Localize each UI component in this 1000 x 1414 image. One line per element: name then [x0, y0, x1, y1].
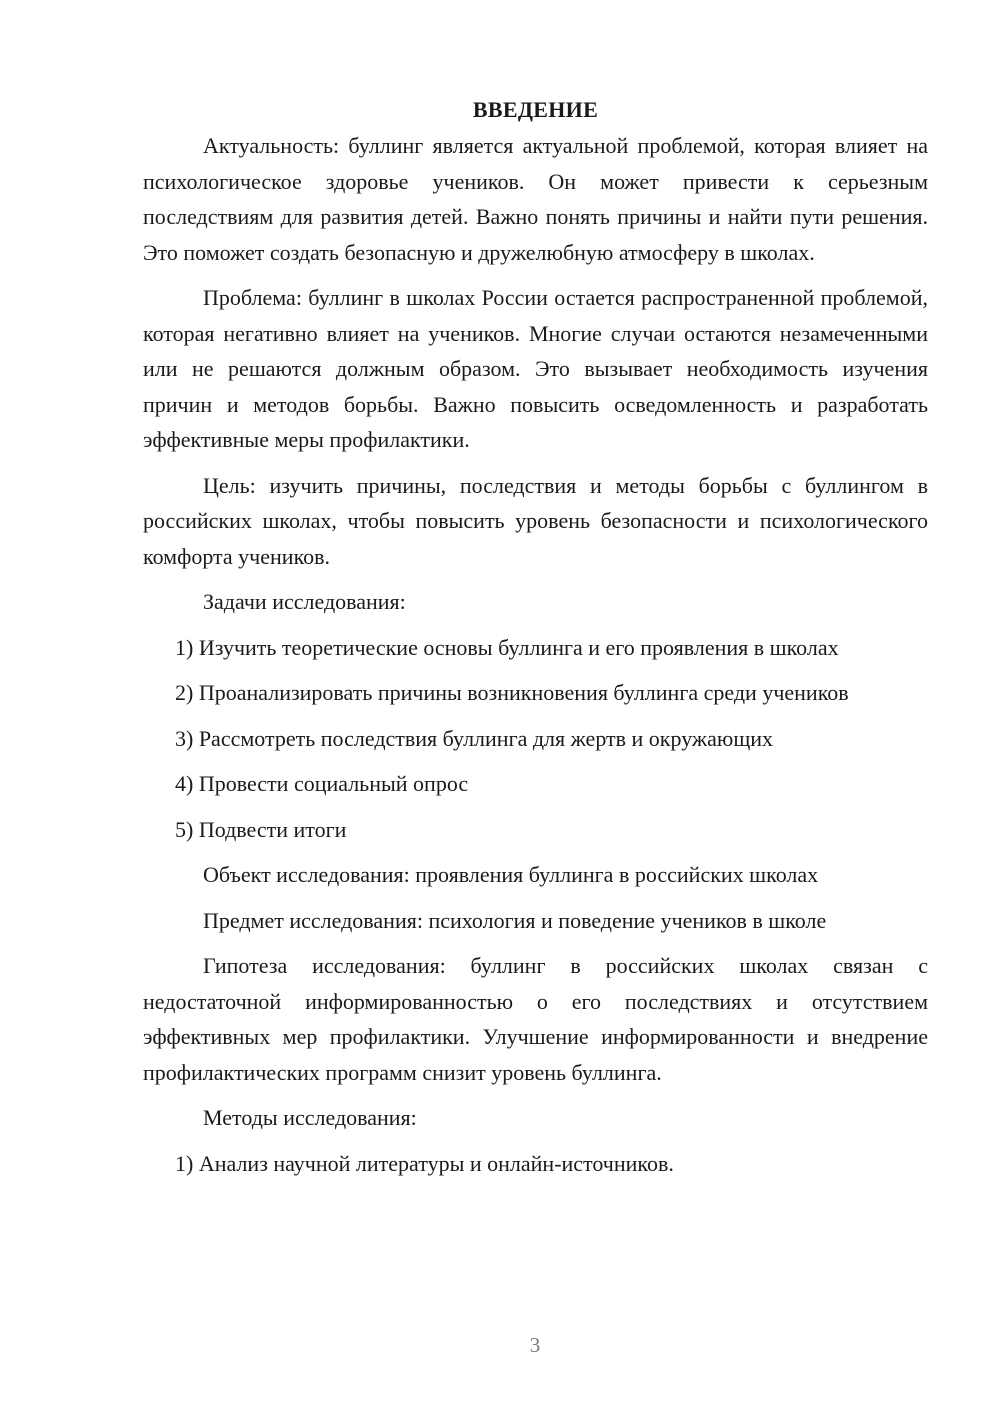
document-page	[143, 92, 928, 1181]
page-title: ВВЕДЕНИЕ	[472, 97, 599, 122]
tasks-heading: Задачи исследования:	[203, 589, 406, 614]
paragraph-goal: Цель: изучить причины, последствия и методы борьбы с буллингом в российских школах, чтобы повысить уровень безопасности и психологического комфорта учеников.	[143, 472, 928, 569]
paragraph-hypothesis: Гипотеза исследования: буллинг в российских школах связан с недостаточной информированностью о его последствиях и отсутствием эффективных мер профилактики. Улучшение информированности и внедрение профилактических программ снизит уровень буллинга.	[143, 953, 928, 1085]
page-number: 3	[529, 1333, 541, 1357]
paragraph-relevance: Актуальность: буллинг является актуальной проблемой, которая влияет на психологическое здоровье учеников. Он может привести к серьезным последствиям для развития детей. Важно понять причины и найти пути решения. Это поможет создать безопасную и дружелюбную атмосферу в школах.	[143, 133, 928, 265]
paragraph-problem: Проблема: буллинг в школах России остается распространенной проблемой, которая негативно влияет на учеников. Многие случаи остаются незамеченными или не решаются должным образом. Это вызывает необходимость изучения причин и методов борьбы. Важно повысить осведомленность и разработать эффективные меры профилактики.	[143, 285, 928, 452]
task-item-1: 1) Изучить теоретические основы буллинга и его проявления в школах	[175, 634, 839, 660]
paragraph-subject: Предмет исследования: психология и поведение учеников в школе	[203, 907, 827, 933]
method-item-1: 1) Анализ научной литературы и онлайн-источников.	[175, 1150, 674, 1176]
methods-heading: Методы исследования:	[203, 1105, 417, 1130]
task-item-5: 5) Подвести итоги	[175, 816, 347, 842]
task-item-2: 2) Проанализировать причины возникновения буллинга среди учеников	[175, 680, 849, 705]
task-item-4: 4) Провести социальный опрос	[175, 771, 469, 796]
task-item-3: 3) Рассмотреть последствия буллинга для жертв и окружающих	[175, 725, 774, 751]
paragraph-object: Объект исследования: проявления буллинга в российских школах	[203, 862, 819, 887]
